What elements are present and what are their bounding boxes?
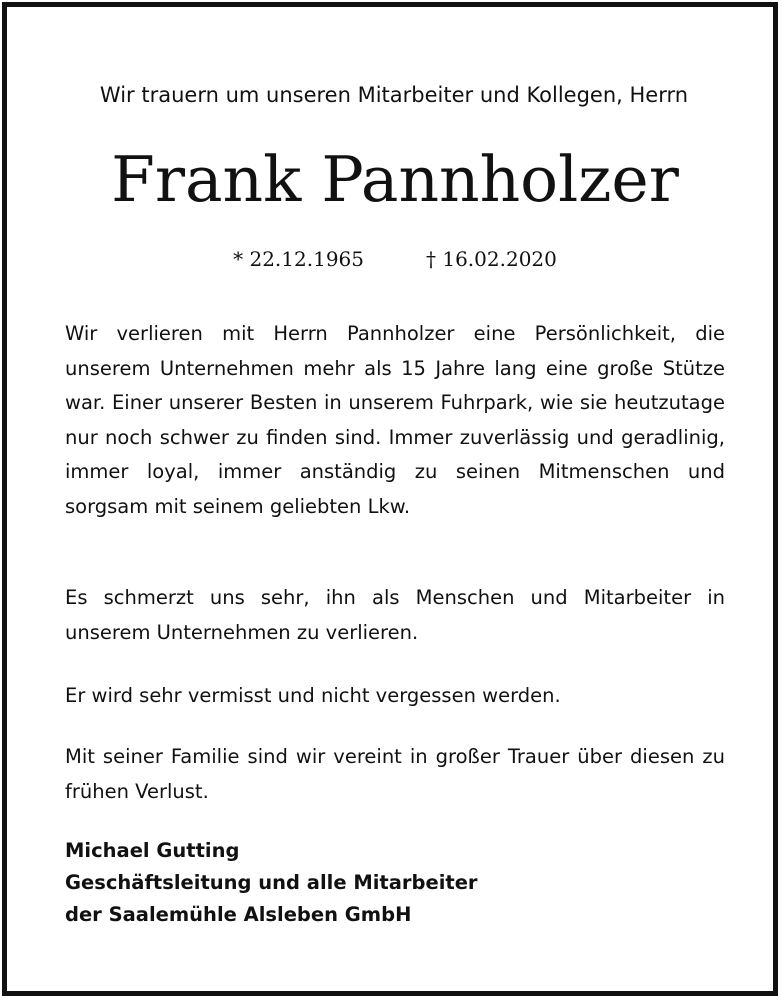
paragraph-remembrance: Er wird sehr vermisst und nicht vergessen werden. — [65, 684, 561, 707]
obituary-frame — [2, 2, 778, 996]
paragraph-tribute: Wir verlieren mit Herrn Pannholzer eine Persönlichkeit, die unserem Unternehmen mehr als 15 Jahre lang eine große Stütze war. Einer unserer Besten in unserem Fuhrpark, wie sie heutzutage nur noch schwer zu finden sind. Immer zuverlässig und geradlinig, immer loyal, immer anständig zu seinen Mitmenschen und sorgsam mit seinem geliebten Lkw. — [65, 322, 725, 518]
death-date: † 16.02.2020 — [426, 247, 557, 271]
intro-line: Wir trauern um unseren Mitarbeiter und Kollegen, Herrn — [99, 83, 689, 107]
paragraph-condolence: Mit seiner Familie sind wir vereint in großer Trauer über diesen zu frühen Verlust. — [65, 745, 725, 803]
signature-role: Geschäftsleitung und alle Mitarbeiter — [65, 871, 478, 894]
signature-company: der Saalemühle Alsleben GmbH — [65, 903, 412, 926]
paragraph-loss: Es schmerzt uns sehr, ihn als Menschen und Mitarbeiter in unserem Unternehmen zu verlieren. — [65, 586, 725, 644]
life-dates — [7, 247, 782, 271]
signature-name: Michael Gutting — [65, 839, 240, 862]
birth-date: * 22.12.1965 — [233, 247, 364, 271]
deceased-name: Frank Pannholzer — [111, 143, 679, 216]
signature-block — [65, 835, 725, 931]
